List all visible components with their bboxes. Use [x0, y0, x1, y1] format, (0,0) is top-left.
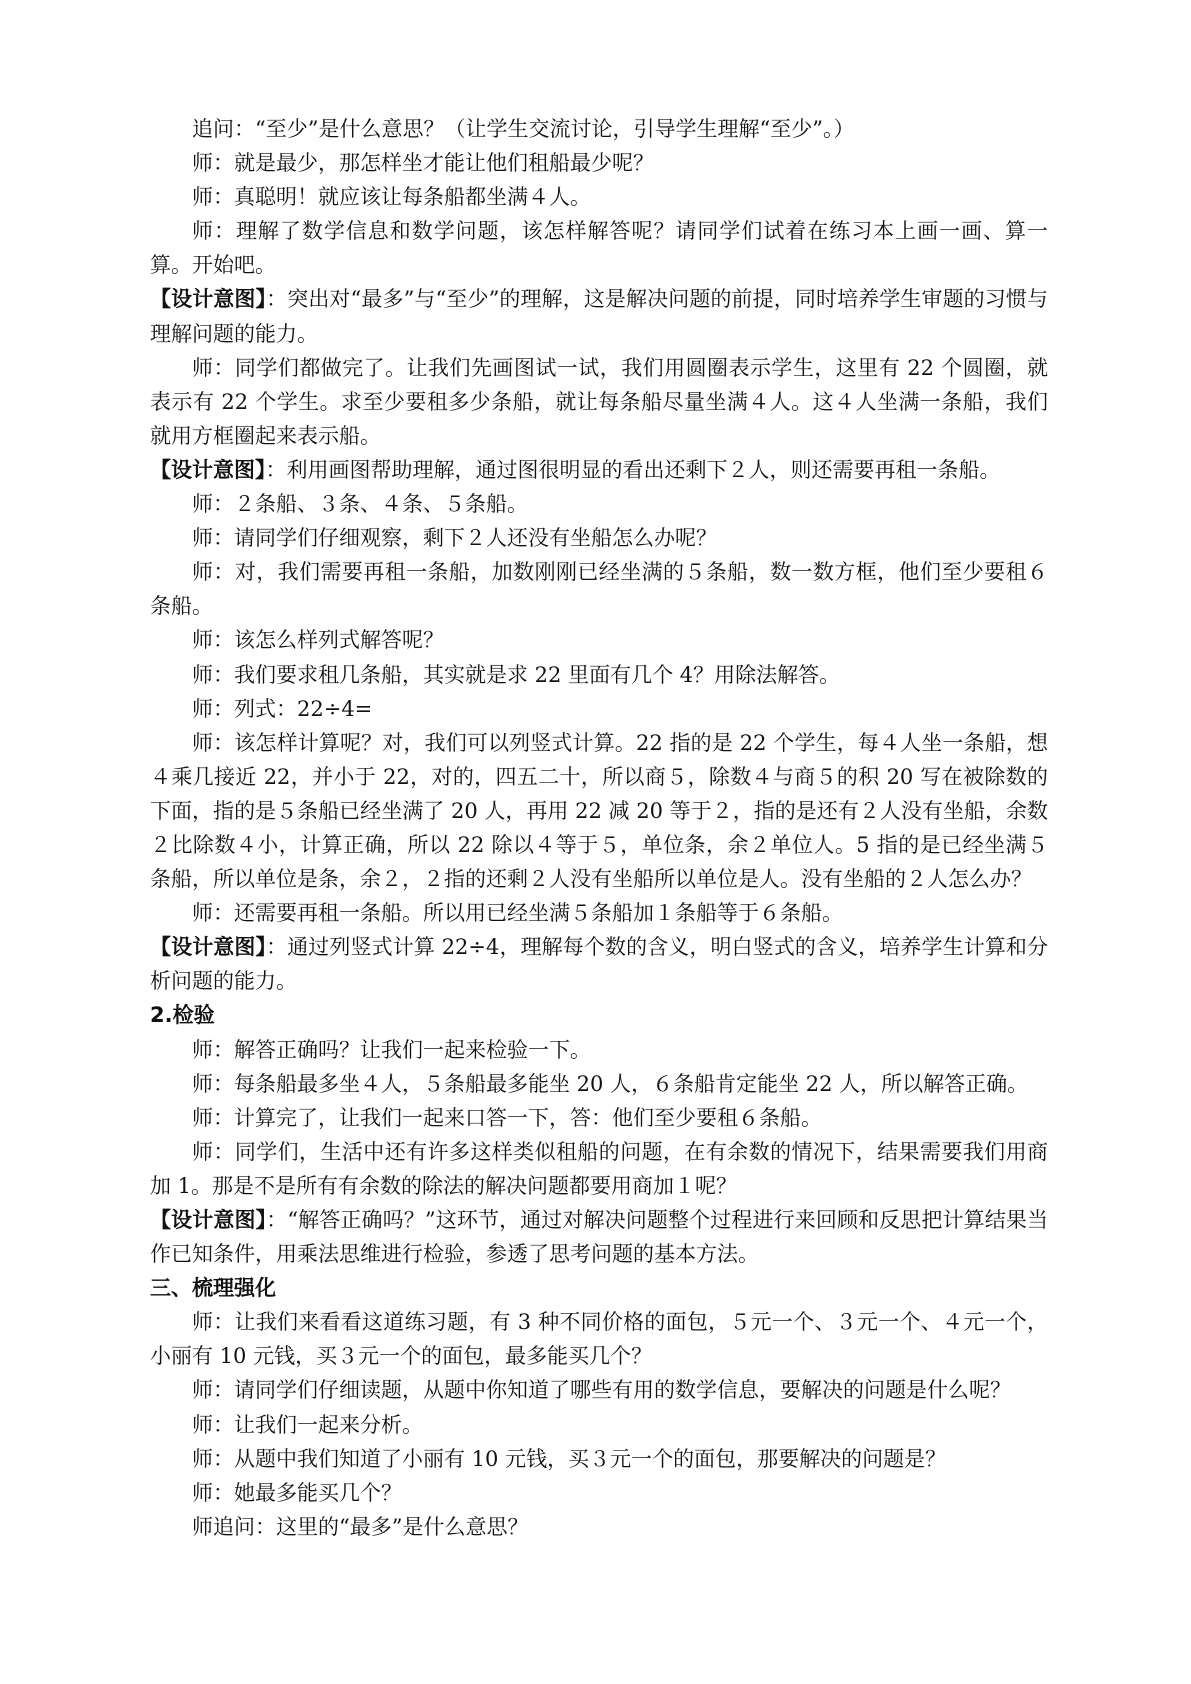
dialogue-paragraph: 师：她最多能买几个？ [192, 1480, 402, 1505]
section-heading: 三、梳理强化 [150, 1276, 276, 1301]
dialogue-paragraph: 师：计算完了，让我们一起来口答一下，答：他们至少要租６条船。 [192, 1105, 822, 1130]
design-intent-paragraph [150, 453, 1048, 487]
dialogue-paragraph: 追问：“至少”是什么意思？（让学生交流讨论，引导学生理解“至少”。） [192, 117, 855, 141]
design-intent-label: 【设计意图】 [150, 457, 266, 482]
dialogue-paragraph: 师：同学们都做完了。让我们先画图试一试，我们用圆圈表示学生，这里有 22 个圆圈，就表示有 22 个学生。求至少要租多少条船，就让每条船尽量坐满４人。这４人坐满一条船，我们就用方框圈起来表示船。 [150, 355, 1048, 448]
dialogue-paragraph: 师：真聪明！就应该让每条船都坐满４人。 [192, 185, 591, 210]
design-intent-label: 【设计意图】 [150, 287, 267, 312]
dialogue-paragraph: 师：请同学们仔细读题，从题中你知道了哪些有用的数学信息，要解决的问题是什么呢？ [192, 1378, 1011, 1403]
dialogue-paragraph: 师：让我们来看看这道练习题，有 3 种不同价格的面包，５元一个、３元一个、４元一个，小丽有 10 元钱，买３元一个的面包，最多能买几个？ [150, 1310, 1048, 1369]
dialogue-paragraph: 师：请同学们仔细观察，剩下２人还没有坐船怎么办呢？ [192, 526, 717, 551]
section-heading: 2.检验 [150, 1003, 215, 1028]
dialogue-paragraph: 师：同学们，生活中还有许多这样类似租船的问题，在有余数的情况下，结果需要我们用商加 1。那是不是所有有余数的除法的解决问题都要用商加１呢？ [150, 1139, 1048, 1198]
dialogue-paragraph: 师：该怎样计算呢？对，我们可以列竖式计算。22 指的是 22 个学生，每４人坐一条船，想４乘几接近 22，并小于 22，对的，四五二十，所以商５，除数４与商５的积 20 写在被除数的下面，指的是５条船已经坐满了 20 人，再用 22 减 20 等于２，指的是还有２人没有坐船，余数２比除数４小，计算正确，所以 22 除以４等于５，单位条，余２单位人。5 指的是已经坐满５条船，所以单位是条，余２，２指的还剩２人没有坐船所以单位是人。没有坐船的２人怎么办？ [150, 730, 1048, 892]
document-page [150, 112, 1048, 1544]
design-intent-text: ：“解答正确吗？”这环节，通过对解决问题整个过程进行来回顾和反思把计算结果当作已知条件，用乘法思维进行检验，参透了思考问题的基本方法。 [150, 1208, 1049, 1267]
dialogue-paragraph: 师：让我们一起来分析。 [192, 1412, 423, 1437]
dialogue-paragraph: 师：该怎么样列式解答呢？ [192, 628, 444, 653]
design-intent-label: 【设计意图】 [150, 1208, 267, 1232]
design-intent-paragraph [150, 1203, 1048, 1271]
design-intent-paragraph [150, 282, 1048, 350]
dialogue-paragraph: 师：还需要再租一条船。所以用已经坐满５条船加１条船等于６条船。 [192, 901, 843, 926]
dialogue-paragraph: 师：解答正确吗？让我们一起来检验一下。 [192, 1037, 591, 1062]
dialogue-paragraph: 师追问：这里的“最多”是什么意思？ [192, 1514, 529, 1539]
dialogue-paragraph: 师：每条船最多坐４人，５条船最多能坐 20 人，６条船肯定能坐 22 人，所以解答正确。 [192, 1071, 1029, 1096]
design-intent-text: ：利用画图帮助理解，通过图很明显的看出还剩下２人，则还需要再租一条船。 [265, 457, 1001, 482]
dialogue-paragraph: 师：２条船、３条、４条、５条船。 [192, 492, 528, 517]
design-intent-text: ：通过列竖式计算 22÷4，理解每个数的含义，明白竖式的含义，培养学生计算和分析问题的能力。 [150, 935, 1048, 994]
dialogue-paragraph: 师：从题中我们知道了小丽有 10 元钱，买３元一个的面包，那要解决的问题是？ [192, 1446, 947, 1471]
dialogue-paragraph: 师：理解了数学信息和数学问题，该怎样解答呢？请同学们试着在练习本上画一画、算一算。开始吧。 [150, 219, 1048, 278]
dialogue-paragraph: 师：我们要求租几条船，其实就是求 22 里面有几个 4？用除法解答。 [192, 662, 841, 687]
design-intent-text: ：突出对“最多”与“至少”的理解，这是解决问题的前提，同时培养学生审题的习惯与理解问题的能力。 [150, 287, 1048, 346]
design-intent-label: 【设计意图】 [150, 935, 267, 960]
design-intent-paragraph [150, 930, 1048, 998]
dialogue-paragraph: 师：列式：22÷4= [192, 696, 373, 721]
dialogue-paragraph: 师：对，我们需要再租一条船，加数刚刚已经坐满的５条船，数一数方框，他们至少要租６条船。 [150, 560, 1048, 619]
dialogue-paragraph: 师：就是最少，那怎样坐才能让他们租船最少呢？ [192, 151, 654, 176]
